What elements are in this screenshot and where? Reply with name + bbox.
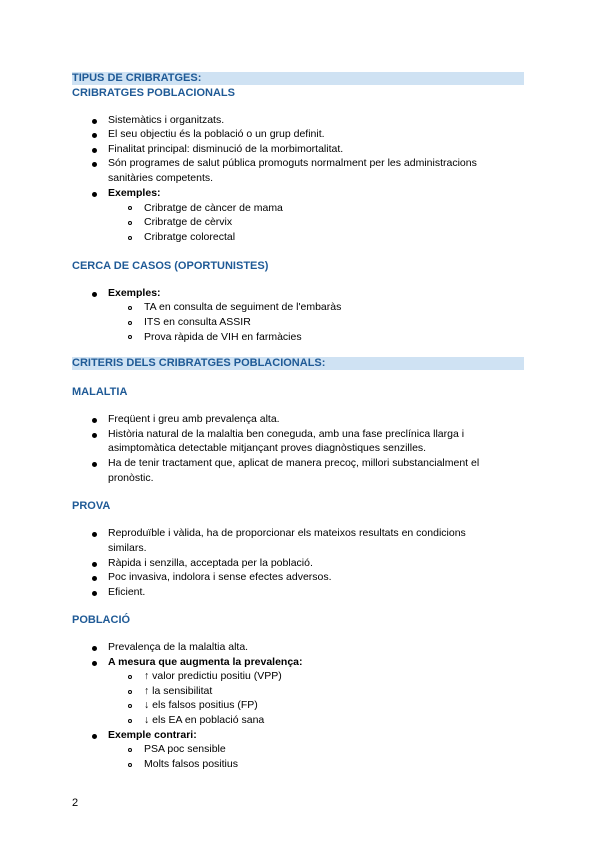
- list-item: El seu objectiu és la població o un grup definit.: [108, 128, 325, 140]
- heading-prova: PROVA: [72, 500, 111, 512]
- sub-list-item: Cribratge de cèrvix: [144, 216, 233, 228]
- bullet-icon: [92, 148, 97, 153]
- heading-poblacio: POBLACIÓ: [72, 614, 131, 626]
- bullet-icon: [92, 562, 97, 567]
- bullet-icon: [92, 418, 97, 423]
- sub-bullet-icon: [128, 221, 132, 225]
- list-item: Finalitat principal: disminució de la morbimortalitat.: [108, 143, 344, 155]
- list-item-continuation: pronòstic.: [108, 472, 154, 484]
- section-title-criteris: CRITERIS DELS CRIBRATGES POBLACIONALS:: [72, 357, 524, 370]
- sub-bullet-icon: [128, 763, 132, 767]
- bullet-icon: [92, 532, 97, 537]
- list-item-bold: Exemple contrari:: [108, 729, 197, 741]
- list-item-continuation: sanitàries competents.: [108, 172, 214, 184]
- sub-bullet-icon: [128, 335, 132, 339]
- list-item-bold: A mesura que augmenta la prevalença:: [108, 656, 303, 668]
- sub-list-item: Molts falsos positius: [144, 758, 238, 770]
- heading-cribratges-poblacionals: CRIBRATGES POBLACIONALS: [72, 87, 235, 99]
- sub-bullet-icon: [128, 690, 132, 694]
- sub-list-item: ITS en consulta ASSIR: [144, 316, 251, 328]
- list-item: Prevalença de la malaltia alta.: [108, 641, 249, 653]
- sub-list-item: Cribratge colorectal: [144, 231, 236, 243]
- examples-label: Exemples:: [108, 187, 161, 199]
- bullet-icon: [92, 646, 97, 651]
- heading-malaltia: MALALTIA: [72, 386, 128, 398]
- bullet-icon: [92, 119, 97, 124]
- sub-bullet-icon: [128, 206, 132, 210]
- sub-list-item: Cribratge de càncer de mama: [144, 202, 283, 214]
- bullet-icon: [92, 734, 97, 739]
- bullet-icon: [92, 661, 97, 666]
- bullet-icon: [92, 591, 97, 596]
- section-title-tipus: TIPUS DE CRIBRATGES:: [72, 72, 524, 85]
- sub-list-item: ↑ valor predictiu positiu (VPP): [144, 670, 282, 682]
- list-item: Reproduïble i vàlida, ha de proporcionar els mateixos resultats en condicions: [108, 527, 466, 539]
- examples-label: Exemples:: [108, 287, 161, 299]
- bullet-icon: [92, 433, 97, 438]
- sub-list-item: TA en consulta de seguiment de l'embaràs: [144, 301, 342, 313]
- list-item: Eficient.: [108, 586, 146, 598]
- bullet-icon: [92, 576, 97, 581]
- sub-bullet-icon: [128, 748, 132, 752]
- list-item: Poc invasiva, indolora i sense efectes adversos.: [108, 571, 332, 583]
- list-item: Són programes de salut pública promoguts normalment per les administracions: [108, 157, 477, 169]
- list-item-continuation: similars.: [108, 542, 147, 554]
- list-item: Freqüent i greu amb prevalença alta.: [108, 413, 280, 425]
- list-item: Ha de tenir tractament que, aplicat de manera precoç, millori substancialment el: [108, 457, 480, 469]
- bullet-icon: [92, 162, 97, 167]
- sub-bullet-icon: [128, 321, 132, 325]
- bullet-icon: [92, 462, 97, 467]
- bullet-icon: [92, 292, 97, 297]
- sub-list-item: ↓ els falsos positius (FP): [144, 699, 258, 711]
- sub-list-item: Prova ràpida de VIH en farmàcies: [144, 331, 302, 343]
- sub-bullet-icon: [128, 675, 132, 679]
- sub-bullet-icon: [128, 719, 132, 723]
- list-item: Història natural de la malaltia ben coneguda, amb una fase preclínica llarga i: [108, 428, 465, 440]
- sub-list-item: PSA poc sensible: [144, 743, 226, 755]
- page-number: 2: [72, 797, 79, 809]
- sub-bullet-icon: [128, 236, 132, 240]
- sub-bullet-icon: [128, 704, 132, 708]
- bullet-icon: [92, 133, 97, 138]
- list-item: Sistemàtics i organitzats.: [108, 114, 225, 126]
- heading-cerca-de-casos: CERCA DE CASOS (OPORTUNISTES): [72, 260, 269, 272]
- list-item: Ràpida i senzilla, acceptada per la població.: [108, 557, 313, 569]
- sub-bullet-icon: [128, 306, 132, 310]
- sub-list-item: ↑ la sensibilitat: [144, 685, 213, 697]
- sub-list-item: ↓ els EA en població sana: [144, 714, 265, 726]
- bullet-icon: [92, 192, 97, 197]
- list-item-continuation: asimptomàtica detectable mitjançant proves diagnòstiques senzilles.: [108, 442, 427, 454]
